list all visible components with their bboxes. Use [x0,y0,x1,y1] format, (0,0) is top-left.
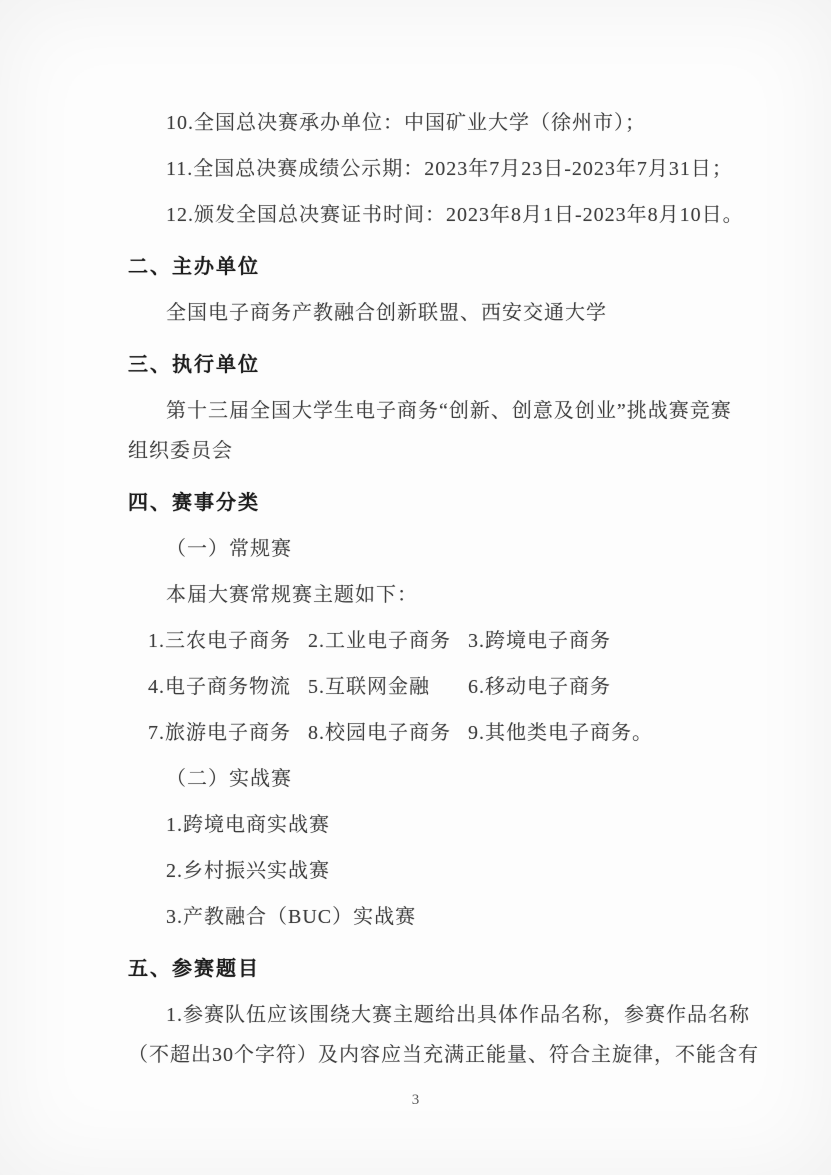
list-item: 8.校园电子商务 [308,722,451,744]
doc-line: （二）实战赛 [166,768,292,790]
topic-list-row [128,618,721,664]
list-item: 5.互联网金融 [308,676,430,698]
doc-line: （一）常规赛 [166,538,292,560]
topic-list-row [128,710,721,756]
section-heading: 五、参赛题目 [128,958,260,980]
topic-list-row [128,664,721,710]
list-item: 2.工业电子商务 [308,630,451,652]
doc-line: 全国电子商务产教融合创新联盟、西安交通大学 [166,302,607,324]
list-item: 1.三农电子商务 [148,630,291,652]
doc-line: 12.颁发全国总决赛证书时间：2023年8月1日-2023年8月10日。 [166,204,744,226]
list-item: 6.移动电子商务 [468,676,611,698]
doc-line: 3.产教融合（BUC）实战赛 [166,906,417,928]
section-heading: 二、主办单位 [128,256,260,278]
doc-line: 1.跨境电商实战赛 [166,814,330,836]
list-item: 4.电子商务物流 [148,676,291,698]
list-item: 9.其他类电子商务。 [468,722,653,744]
doc-line: 组织委员会 [128,440,233,462]
page-number: 3 [411,1092,420,1108]
list-item: 3.跨境电子商务 [468,630,611,652]
section-heading: 四、赛事分类 [128,492,260,514]
list-item: 7.旅游电子商务 [148,722,291,744]
doc-line: （不超出30个字符）及内容应当充满正能量、符合主旋律，不能含有 [128,1044,759,1066]
doc-line: 10.全国总决赛承办单位：中国矿业大学（徐州市）； [166,112,646,134]
doc-line: 第十三届全国大学生电子商务“创新、创意及创业”挑战赛竞赛 [166,400,732,422]
section-heading: 三、执行单位 [128,354,260,376]
doc-line: 1.参赛队伍应该围绕大赛主题给出具体作品名称，参赛作品名称 [166,1004,750,1026]
doc-line: 本届大赛常规赛主题如下： [166,584,418,606]
doc-line: 2.乡村振兴实战赛 [166,860,330,882]
doc-line: 11.全国总决赛成绩公示期：2023年7月23日-2023年7月31日； [166,158,733,180]
